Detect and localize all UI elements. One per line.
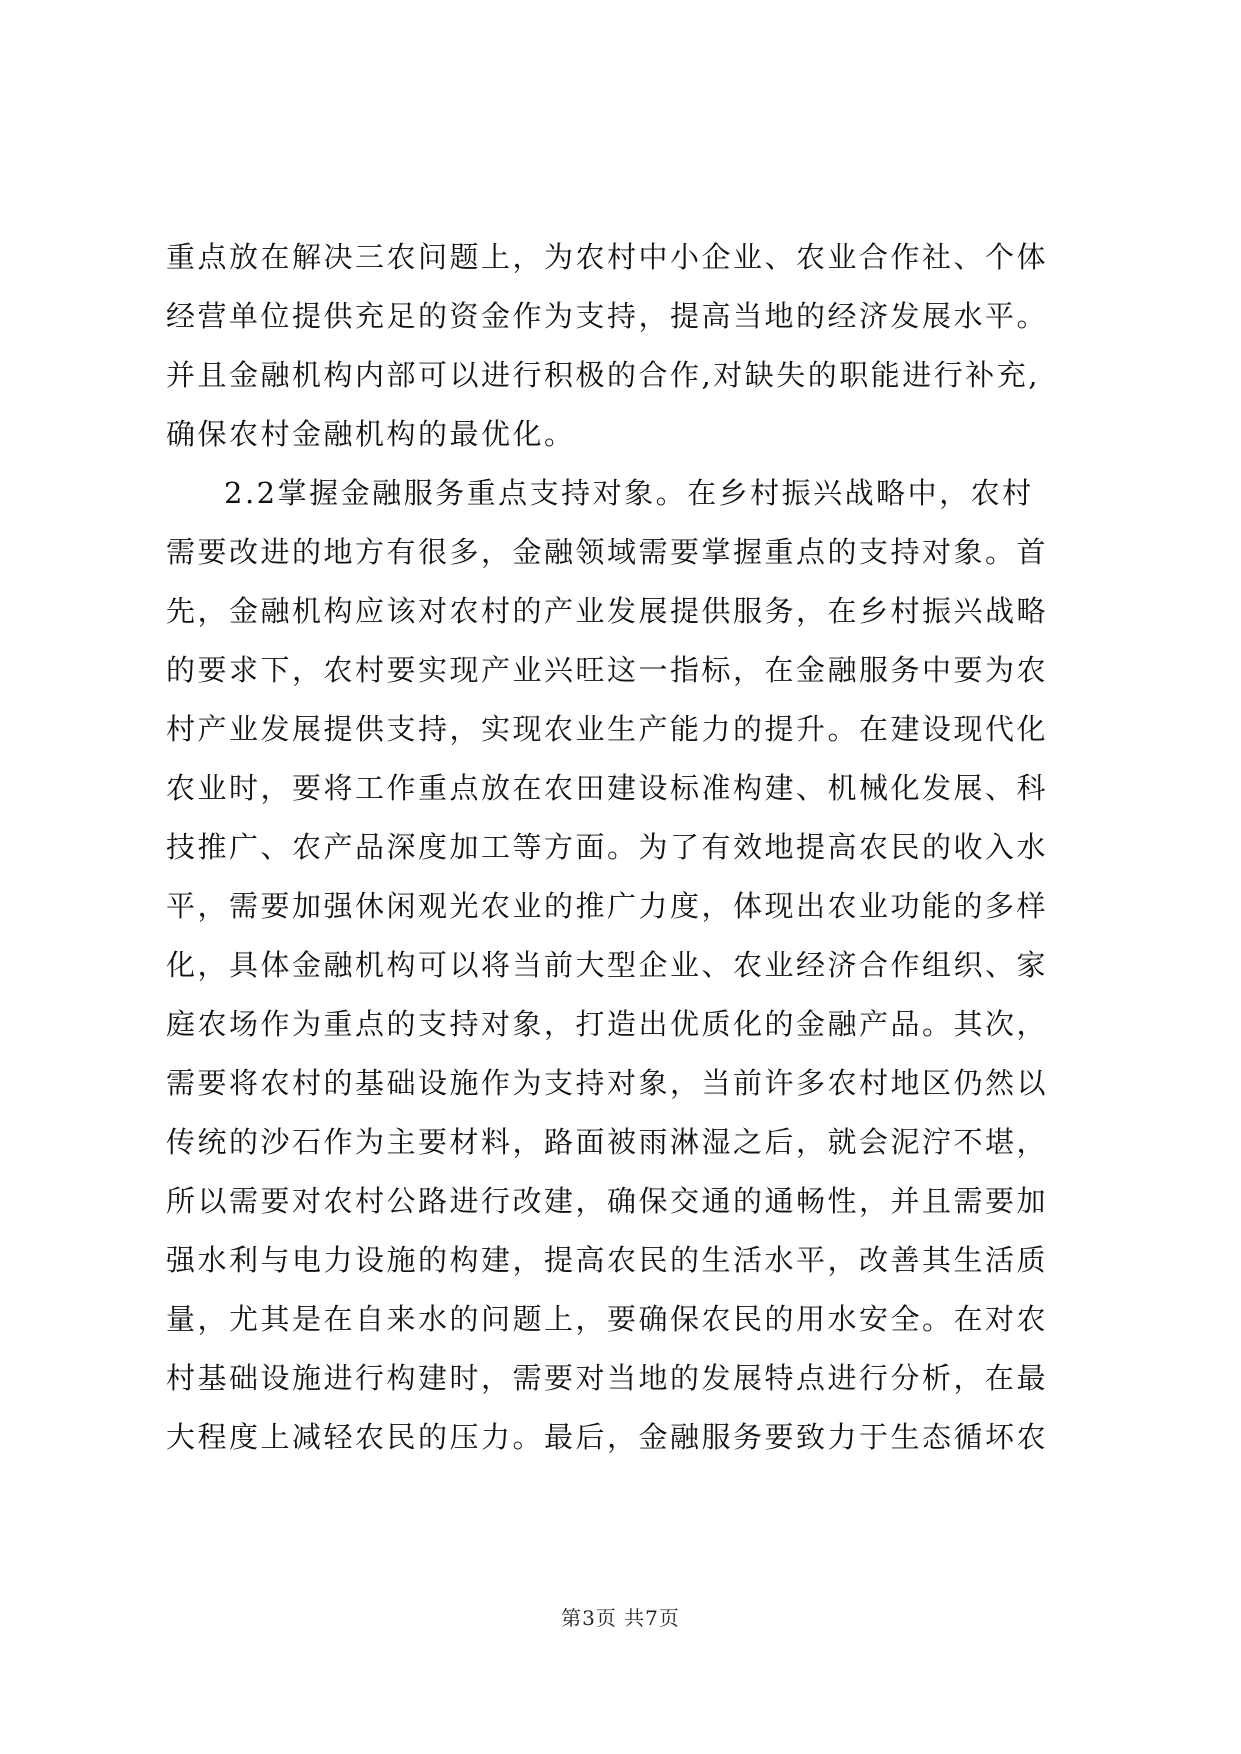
- body-text: [166, 228, 1118, 1467]
- text-line: 村基础设施进行构建时，需要对当地的发展特点进行分析，在最: [166, 1361, 1049, 1395]
- text-line: 大程度上减轻农民的压力。最后，金融服务要致力于生态循坏农: [166, 1420, 1049, 1454]
- text-line: 庭农场作为重点的支持对象，打造出优质化的金融产品。其次，: [166, 1007, 1049, 1041]
- text-line: 重点放在解决三农问题上，为农村中小企业、农业合作社、个体: [166, 240, 1049, 274]
- text-line: 平，需要加强休闲观光农业的推广力度，体现出农业功能的多样: [166, 889, 1049, 923]
- text-line: 需要改进的地方有很多，金融领域需要掌握重点的支持对象。首: [166, 535, 1049, 569]
- page-footer: [0, 1604, 1241, 1632]
- text-line: 的要求下，农村要实现产业兴旺这一指标，在金融服务中要为农: [166, 653, 1049, 687]
- text-line: 经营单位提供充足的资金作为支持，提高当地的经济发展水平。: [166, 299, 1049, 333]
- text-line: 农业时，要将工作重点放在农田建设标准构建、机械化发展、科: [166, 771, 1049, 805]
- page-number-label: 第3页 共7页: [561, 1606, 680, 1630]
- text-line: 需要将农村的基础设施作为支持对象，当前许多农村地区仍然以: [166, 1066, 1049, 1100]
- text-line: 技推广、农产品深度加工等方面。为了有效地提高农民的收入水: [166, 830, 1049, 864]
- text-line: 量，尤其是在自来水的问题上，要确保农民的用水安全。在对农: [166, 1302, 1049, 1336]
- text-line: 所以需要对农村公路进行改建，确保交通的通畅性，并且需要加: [166, 1184, 1049, 1218]
- text-line: 化，具体金融机构可以将当前大型企业、农业经济合作组织、家: [166, 948, 1049, 982]
- text-line: 村产业发展提供支持，实现农业生产能力的提升。在建设现代化: [166, 712, 1049, 746]
- text-line: 传统的沙石作为主要材料，路面被雨淋湿之后，就会泥泞不堪，: [166, 1125, 1049, 1159]
- text-line: 确保农村金融机构的最优化。: [166, 417, 576, 451]
- section-heading-line: 2.2掌握金融服务重点支持对象。在乡村振兴战略中，农村: [224, 476, 1034, 510]
- text-line: 并且金融机构内部可以进行积极的合作,对缺失的职能进行补充,: [166, 358, 1040, 392]
- text-line: 强水利与电力设施的构建，提高农民的生活水平，改善其生活质: [166, 1243, 1049, 1277]
- text-line: 先，金融机构应该对农村的产业发展提供服务，在乡村振兴战略: [166, 594, 1049, 628]
